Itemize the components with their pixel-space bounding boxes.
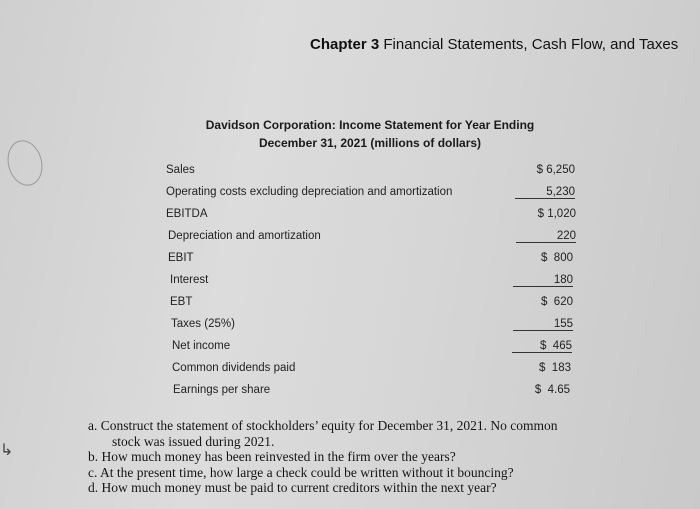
question-d: d. How much money must be paid to current creditors within the next year? bbox=[88, 480, 497, 495]
question-list bbox=[88, 418, 678, 496]
row-value: $ 6,250 bbox=[536, 164, 575, 176]
chapter-number: Chapter 3 bbox=[310, 36, 380, 53]
row-label: Taxes (25%) bbox=[171, 318, 235, 330]
row-value: $ 465 bbox=[512, 340, 572, 353]
chapter-header bbox=[310, 36, 678, 53]
row-value: $ 1,020 bbox=[537, 208, 576, 220]
question-c: c. At the present time, how large a check could be written without it bouncing? bbox=[88, 464, 514, 480]
table-row bbox=[0, 318, 700, 338]
row-label: EBIT bbox=[168, 252, 194, 264]
row-value: 5,230 bbox=[515, 186, 575, 199]
table-row bbox=[0, 230, 700, 250]
table-row bbox=[0, 384, 700, 404]
row-value: 220 bbox=[516, 230, 576, 243]
table-row bbox=[0, 340, 700, 360]
table-row bbox=[0, 362, 700, 382]
row-label: EBT bbox=[170, 296, 193, 308]
row-label: Sales bbox=[166, 164, 195, 176]
statement-title-line1: Davidson Corporation: Income Statement for Year Ending bbox=[205, 118, 535, 132]
table-row bbox=[0, 296, 700, 316]
row-label: Operating costs excluding depreciation and amortization bbox=[166, 186, 453, 198]
row-label: Interest bbox=[170, 274, 209, 286]
table-row bbox=[0, 164, 700, 184]
row-value: 155 bbox=[513, 318, 573, 331]
margin-arrow-icon: ↳ bbox=[0, 442, 14, 459]
row-label: Depreciation and amortization bbox=[168, 230, 321, 242]
row-label: Common dividends paid bbox=[172, 362, 296, 374]
question-b: b. How much money has been reinvested in the firm over the years? bbox=[88, 449, 456, 464]
question-a bbox=[88, 418, 678, 449]
table-row bbox=[0, 186, 700, 206]
row-value: 180 bbox=[513, 274, 573, 287]
table-row bbox=[0, 274, 700, 294]
row-value: $ 800 bbox=[541, 252, 573, 264]
row-label: EBITDA bbox=[166, 208, 208, 220]
row-label: Net income bbox=[172, 340, 231, 352]
row-value: $ 4.65 bbox=[534, 384, 570, 396]
row-value: $ 620 bbox=[541, 296, 573, 308]
row-value: $ 183 bbox=[539, 362, 571, 374]
chapter-title: Financial Statements, Cash Flow, and Taxes bbox=[383, 36, 679, 53]
statement-title-line2: December 31, 2021 (millions of dollars) bbox=[258, 136, 482, 150]
table-row bbox=[0, 208, 700, 228]
table-row bbox=[0, 252, 700, 272]
question-a-line2: stock was issued during 2021. bbox=[112, 433, 275, 449]
statement-title bbox=[200, 116, 540, 152]
row-label: Earnings per share bbox=[173, 384, 271, 396]
question-a-line1: a. Construct the statement of stockholders’ equity for December 31, 2021. No common bbox=[88, 418, 558, 433]
